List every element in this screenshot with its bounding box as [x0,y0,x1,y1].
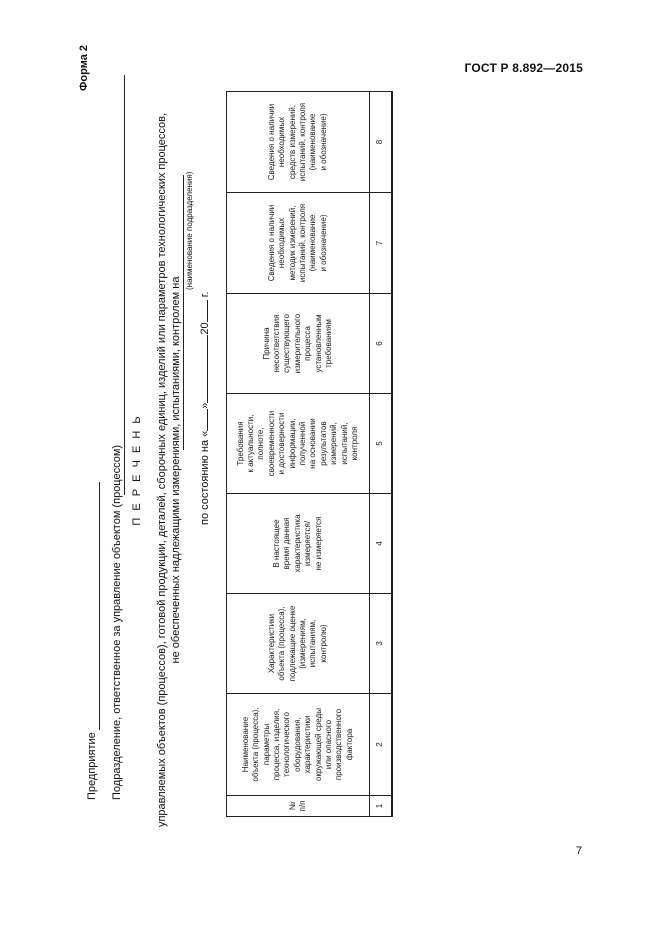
column-number: 7 [370,193,393,294]
column-number: 6 [370,294,393,394]
header-cell: Характеристики объекта (процесса), подлежащие оценке (измерениям, испытаниям, контролю) [227,594,370,694]
date-day-blank [207,409,208,431]
date-month-blank [207,335,208,403]
page-number: 7 [576,845,583,857]
column-number: 5 [370,394,393,494]
date-middle: » [199,402,211,409]
header-cell: Сведения о наличии необходимых методик измерений, испытаний, контроля (наименование и обозначение) [227,193,370,294]
column-number: 2 [370,694,393,796]
enterprise-fill-line [99,482,100,730]
form-rotated-block [75,45,595,895]
date-year-blank [207,300,208,322]
standard-number: ГОСТ Р 8.892—2015 [464,61,583,75]
header-cell: Наименование объекта (процесса), параметры процесса, изделия, технологического оборудования, характеристики окружающей среды или опасного производственного фактора [227,694,370,796]
subject-line-2: не обеспеченных надлежащими измерениями, испытаниями, контролем на [170,276,182,664]
date-year-prefix: 20 [199,322,211,335]
objects-table [226,91,393,817]
date-line [199,292,211,525]
header-cell: № п/п [227,796,370,817]
division-caption: (наименование подразделения) [185,171,194,290]
header-cell: В настоящее время данная характеристика измеряется/ не измеряется [227,494,370,594]
column-number: 1 [370,796,393,817]
header-cell: Сведения о наличии необходимых средств измерений, испытаний, контроля (наименование и обозначение) [227,92,370,193]
header-cell: Требования к актуальности, полноте, своевременности и достоверности информации, полученной на основании результатов измерений, испытаний, контроля [227,394,370,494]
enterprise-label: Предприятие [86,732,98,800]
table-header-row [227,92,370,817]
form-title: Форма 2 [78,45,90,91]
column-number: 3 [370,594,393,694]
column-number: 4 [370,494,393,594]
division-label: Подразделение, ответственное за управление объектом (процессом) [111,444,123,800]
subject-line-1: управляемых объектов (процессов), готовой продукции, деталей, сборочных единиц, изделий или параметров технологических процессов, [156,112,168,828]
list-heading: П Е Р Е Ч Е Н Ь [131,414,143,526]
subject-fill-line [183,175,184,450]
date-suffix: г. [199,291,211,298]
date-prefix: по состоянию на « [199,430,211,525]
column-number: 8 [370,92,393,193]
column-number-row [370,92,393,817]
header-cell: Причина несоответствия существующего измерительного процесса установленным требованиям [227,294,370,394]
division-fill-line [124,75,125,495]
